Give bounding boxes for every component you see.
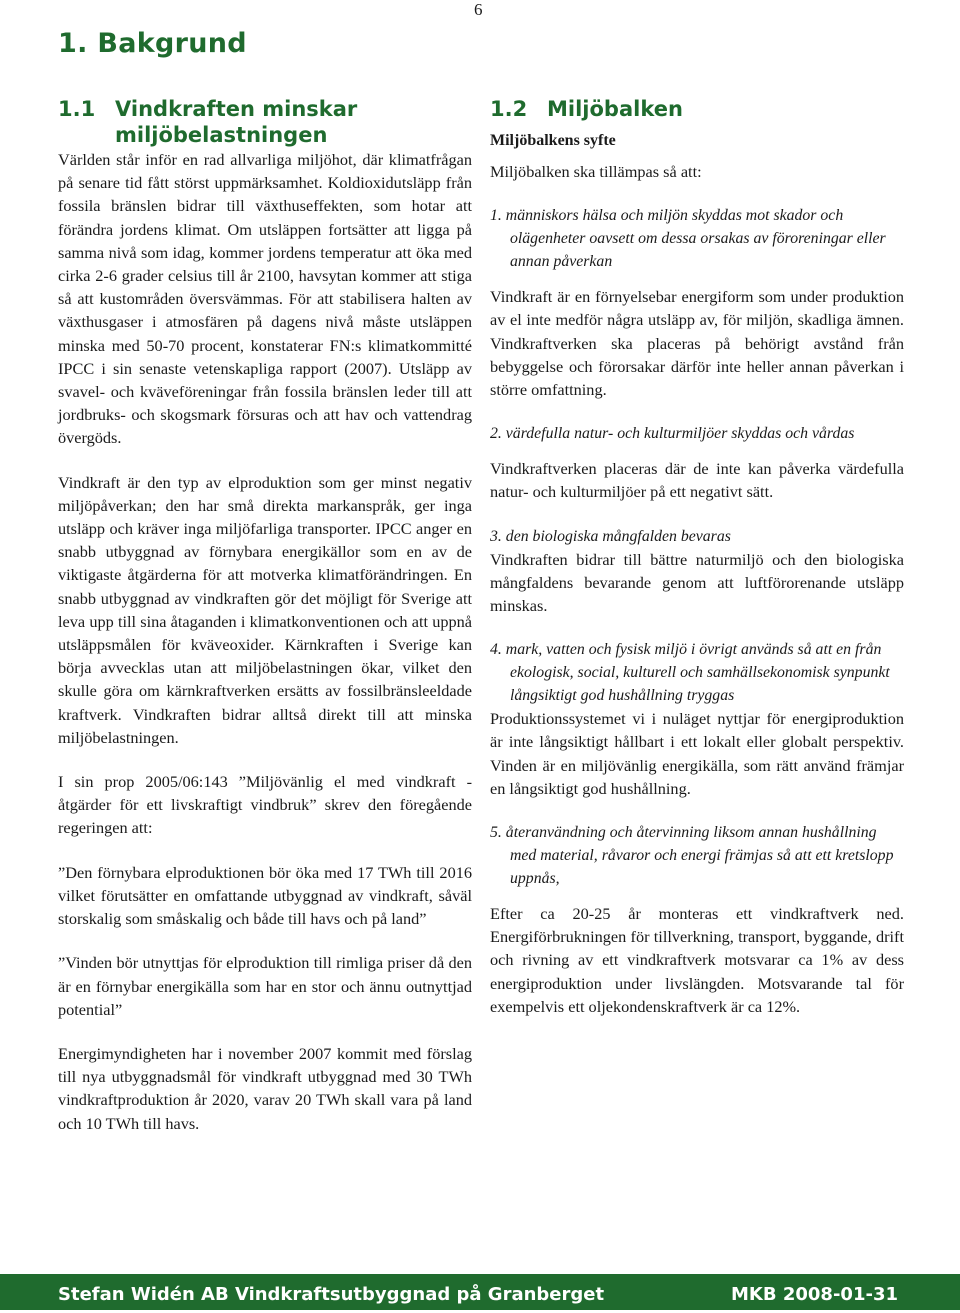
left-column xyxy=(58,96,472,1135)
page-number: 6 xyxy=(474,0,483,19)
list-text-4: Produktionssystemet vi i nuläget nyttjar för energiproduktion är inte långsiktigt hållbart i ett lokalt eller globalt perspektiv. Vinden är en miljövänlig energikälla, som rätt använd främjar en långsiktigt god hushållning. xyxy=(490,709,904,798)
list-item-3: 3. den biologiska mångfalden bevaras xyxy=(490,527,731,545)
quote-renewable-target: ”Den förnybara elproduktionen bör öka med 17 TWh till 2016 vilket förutsätter en omfattande utbyggnad av vindkraft, såväl storskalig som småskalig och både till havs och på land” xyxy=(58,862,472,929)
section-title-line2: miljöbelastningen xyxy=(115,123,328,147)
right-column xyxy=(490,96,904,1018)
list-item-2: 2. värdefulla natur- och kulturmiljöer skyddas och vårdas xyxy=(490,425,855,443)
subheading-purpose: Miljöbalkens syfte xyxy=(490,132,616,149)
list-item-1: 1. människors hälsa och miljön skyddas mot skador och olägenheter oavsett om dessa orsakas av föroreningar eller annan påverkan xyxy=(490,207,886,271)
chapter-title: 1. Bakgrund xyxy=(58,28,247,59)
footer-company-project: Stefan Widén AB Vindkraftsutbyggnad på Granberget xyxy=(58,1284,605,1305)
section-title-line1: Vindkraften minskar xyxy=(115,97,358,121)
paragraph-proposition: I sin prop 2005/06:143 ”Miljövänlig el med vindkraft - åtgärder för ett livskraftigt vindbruk” skrev den föregående regeringen att: xyxy=(58,772,472,838)
list-text-1: Vindkraft är en förnyelsebar energiform som under produktion av el inte medför några utsläpp av, för miljön, skadliga ämnen. Vindkraftverken ska placeras på behörigt avstånd från bebyggelse och förorsakar därför inte heller annan påverkan i större omfattning. xyxy=(490,287,904,400)
paragraph-energy-agency: Energimyndigheten har i november 2007 kommit med förslag till nya utbyggnadsmål för vindkraft utbyggnad med 30 TWh vindkraftproduktion år 2020, varav 20 TWh skall vara på land och 10 TWh till havs. xyxy=(58,1043,472,1133)
list-text-5: Efter ca 20-25 år monteras ett vindkraftverk ned. Energiförbrukningen för tillverkning, transport, byggande, drift och rivning av ett vindkraftverk motsvarar ca 1% av dess energiproduktion under livslängden. Motsvarande tal för exempelvis ett oljekondenskraftverk är ca 12%. xyxy=(490,904,904,1016)
paragraph-climate: Världen står inför en rad allvarliga miljöhot, där klimatfrågan på senare tid fått störst uppmärksamhet. Koldioxidutsläpp från fossila bränslen bidrar till växthuseffekten, som hotar att förändra jordens klimat. Om utsläppen fortsätter att ligga på samma nivå som idag, kommer jordens temperatur att öka med cirka 2-6 grader celsius till år 2100, havsytan kommer att stiga så att kustområden översvämmas. För att stabilisera halten av växthusgaser i atmosfären på dagens nivå måste utsläppen minska med 50-70 procent, konstaterar FN:s klimatkommitté IPCC i sin senaste vetenskapliga rapport (2007). Utsläpp av svavel- och kväveföreningar från fossila bränslen leder till att jordbruks- och skogsmark försuras och att hav och vattendrag övergöds. xyxy=(58,150,472,448)
intro-text: Miljöbalken ska tillämpas så att: xyxy=(490,162,702,181)
list-text-3: Vindkraften bidrar till bättre naturmiljö och den biologiska mångfaldens bevarande genom att luftförorenande utsläpp minskas. xyxy=(490,549,904,616)
section-number: 1.2 xyxy=(490,97,528,121)
list-item-4: 4. mark, vatten och fysisk miljö i övrigt används så att en från ekologisk, social, kulturell och samhällsekonomisk synpunkt långsiktigt god hushållning tryggas xyxy=(490,641,890,705)
list-text-2: Vindkraftverken placeras där de inte kan påverka värdefulla natur- och kulturmiljöer på ett negativt sätt. xyxy=(490,459,904,502)
footer-document-id: MKB 2008-01-31 xyxy=(731,1284,898,1305)
footer-bar xyxy=(0,1274,960,1310)
section-heading-1-2 xyxy=(490,96,904,122)
quote-wind-potential: ”Vinden bör utnyttjas för elproduktion till rimliga priser då den är en förnybar energikälla som har en stor och ännu outnyttjad potential” xyxy=(58,953,472,1019)
section-title: Miljöbalken xyxy=(547,97,683,121)
section-number: 1.1 xyxy=(58,97,96,121)
list-item-5: 5. återanvändning och återvinning liksom annan hushållning med material, råvaror och energi främjas så att ett kretslopp uppnås, xyxy=(490,824,894,888)
paragraph-wind-impact: Vindkraft är den typ av elproduktion som ger minst negativ miljöpåverkan; den har små direkta markanspråk, ger inga utsläpp och kräver inga miljöfarliga transporter. IPCC anger en snabb utbyggnad av förnybara energikällor som en av de viktigaste åtgärderna för att motverka klimatförändringen. En snabb utbyggnad av vindkraften gör det möjligt för Sverige att leva upp till sina åtaganden i klimatkonventionen och att uppnå utsläppsmålen för kväveoxider. Kärnkraften i Sverige kan börja avvecklas utan att miljöbelastningen ökar, vilket den skulle göra om kärnkraftverken ersätts av fossilbränsleeldade kraftverk. Vindkraften bidrar alltså direkt till att minska miljöbelastningen. xyxy=(58,472,472,747)
section-heading-1-1 xyxy=(58,96,472,148)
